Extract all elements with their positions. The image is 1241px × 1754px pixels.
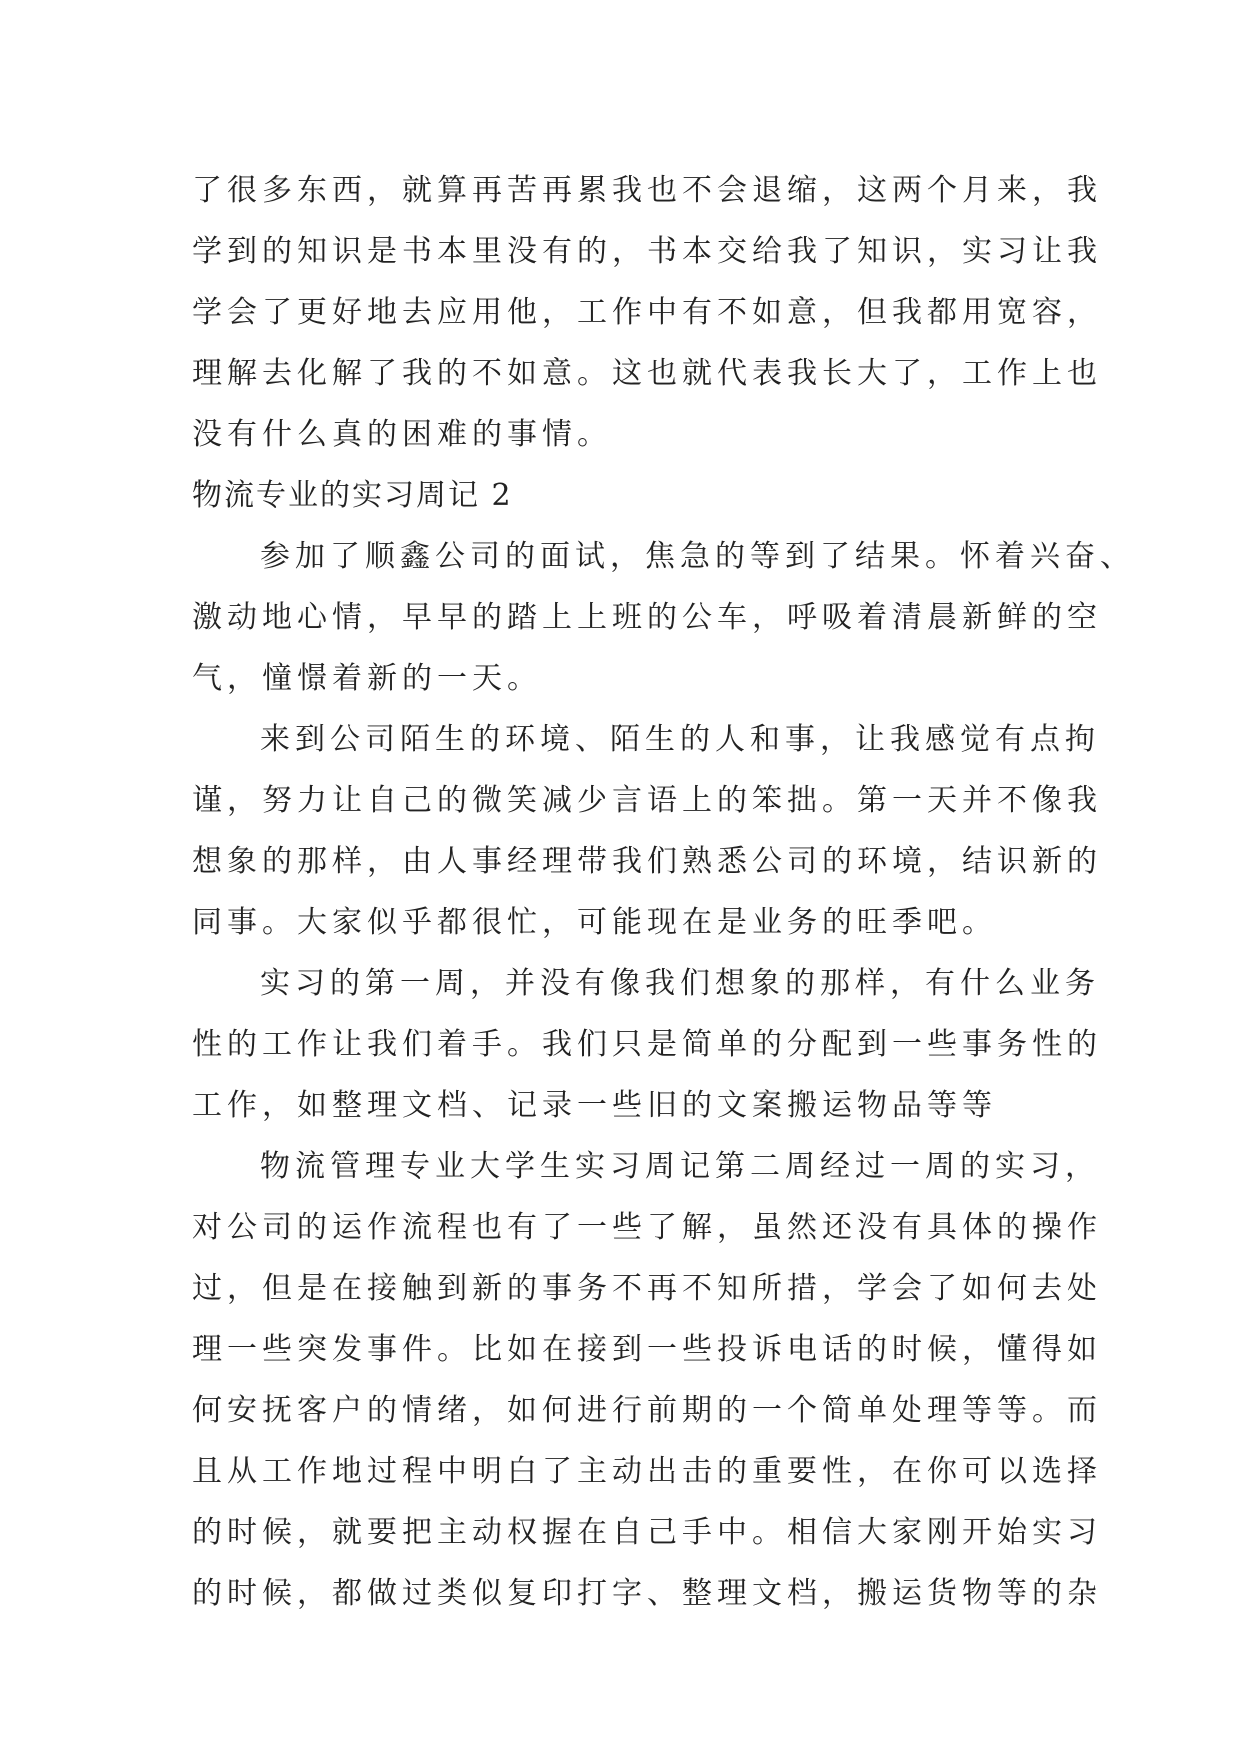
text-line: 工作，如整理文档、记录一些旧的文案搬运物品等等	[192, 1088, 997, 1123]
text-line: 物流管理专业大学生实习周记第二周经过一周的实习，	[260, 1149, 1100, 1184]
text-line: 学到的知识是书本里没有的，书本交给我了知识，实习让我	[192, 234, 1102, 269]
text-line: 何安抚客户的情绪，如何进行前期的一个简单处理等等。而	[192, 1393, 1102, 1428]
text-line: 过，但是在接触到新的事务不再不知所措，学会了如何去处	[192, 1271, 1102, 1306]
text-line: 激动地心情，早早的踏上上班的公车，呼吸着清晨新鲜的空	[192, 600, 1102, 635]
continuation-paragraph	[192, 160, 1102, 465]
text-line: 学会了更好地去应用他，工作中有不如意，但我都用宽容，	[192, 295, 1102, 330]
text-line: 理解去化解了我的不如意。这也就代表我长大了，工作上也	[192, 356, 1102, 391]
text-line: 没有什么真的困难的事情。	[192, 417, 612, 452]
text-line: 想象的那样，由人事经理带我们熟悉公司的环境，结识新的	[192, 844, 1102, 879]
section-heading: 物流专业的实习周记 2	[192, 478, 513, 513]
text-line: 对公司的运作流程也有了一些了解，虽然还没有具体的操作	[192, 1210, 1102, 1245]
document-body	[192, 160, 1135, 1624]
text-line: 同事。大家似乎都很忙，可能现在是业务的旺季吧。	[192, 905, 997, 940]
text-line: 且从工作地过程中明白了主动出击的重要性，在你可以选择	[192, 1454, 1102, 1489]
text-line: 性的工作让我们着手。我们只是简单的分配到一些事务性的	[192, 1027, 1102, 1062]
text-line: 气，憧憬着新的一天。	[192, 661, 542, 696]
text-line: 来到公司陌生的环境、陌生的人和事，让我感觉有点拘	[260, 722, 1100, 757]
text-line: 理一些突发事件。比如在接到一些投诉电话的时候，懂得如	[192, 1332, 1102, 1367]
text-line: 参加了顺鑫公司的面试，焦急的等到了结果。怀着兴奋、	[260, 539, 1135, 574]
paragraph	[192, 709, 1102, 953]
text-line: 了很多东西，就算再苦再累我也不会退缩，这两个月来，我	[192, 173, 1102, 208]
text-line: 实习的第一周，并没有像我们想象的那样，有什么业务	[260, 966, 1100, 1001]
text-line: 的时候，都做过类似复印打字、整理文档，搬运货物等的杂	[192, 1576, 1102, 1611]
paragraph	[192, 953, 1102, 1136]
paragraph	[192, 1136, 1102, 1624]
paragraph	[192, 526, 1135, 709]
text-line: 谨，努力让自己的微笑减少言语上的笨拙。第一天并不像我	[192, 783, 1102, 818]
text-line: 的时候，就要把主动权握在自己手中。相信大家刚开始实习	[192, 1515, 1102, 1550]
